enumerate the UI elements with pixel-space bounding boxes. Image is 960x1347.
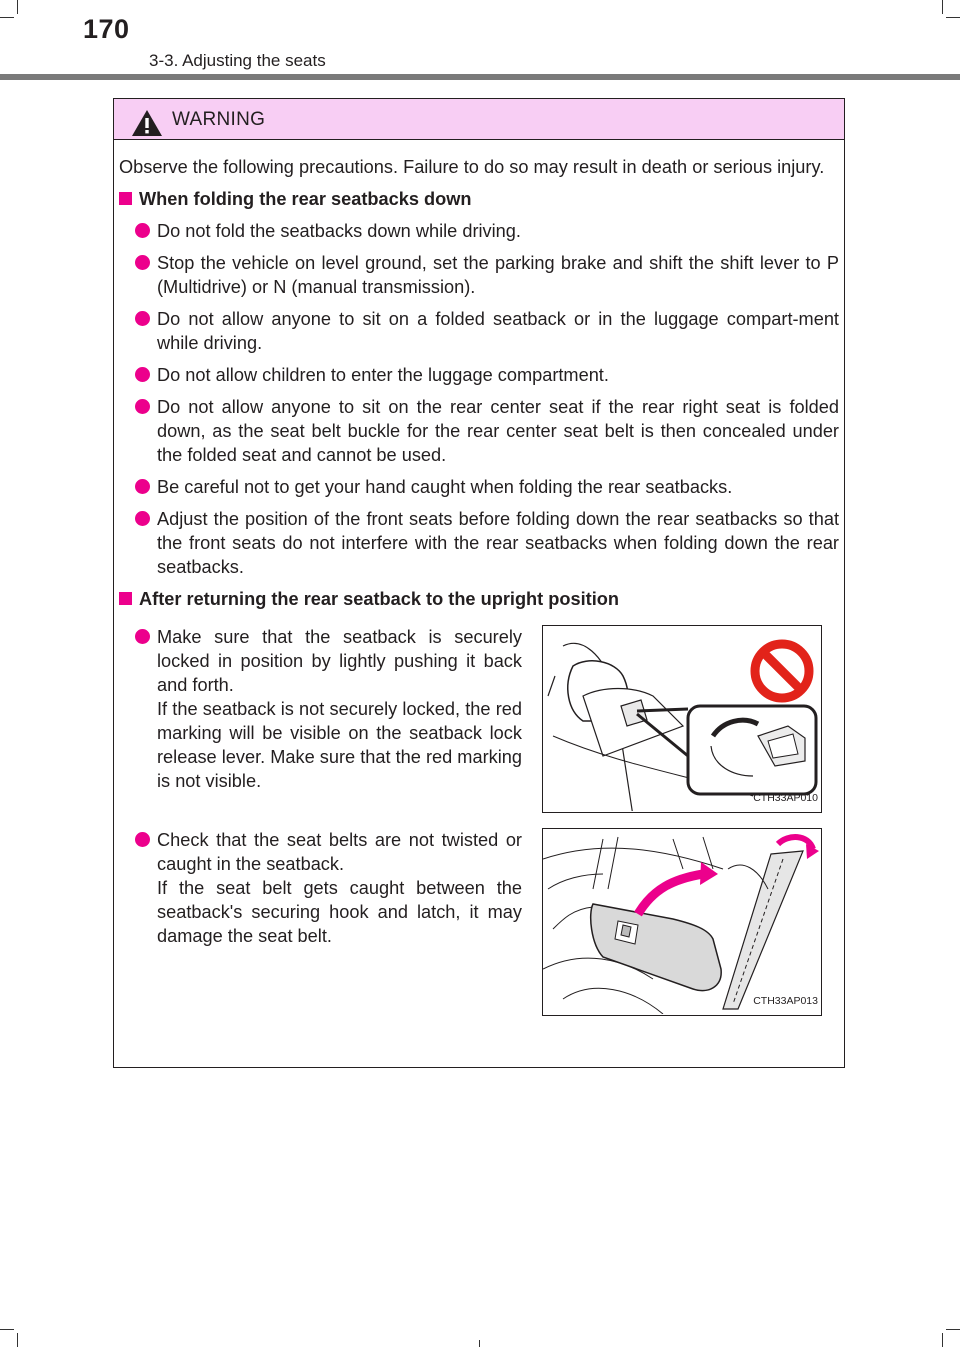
circle-bullet-icon [135, 629, 150, 644]
circle-bullet-icon [135, 832, 150, 847]
square-bullet-icon [119, 192, 132, 205]
list-item [119, 475, 839, 499]
circle-bullet-icon [135, 367, 150, 382]
circle-bullet-icon [135, 255, 150, 270]
crop-mark [17, 1333, 18, 1347]
list-item-text: Check that the seat belts are not twisted or caught in the seatback. If the seat belt gets caught between the seatback's securing hook and latch, it may damage the seat belt. [157, 830, 522, 946]
page-number: 170 [83, 14, 130, 44]
warning-header [114, 99, 844, 140]
section-heading [119, 187, 839, 211]
circle-bullet-icon [135, 479, 150, 494]
figure-code: CTH33AP013 [753, 995, 818, 1007]
seatback-lock-illustration [542, 625, 822, 813]
list-item [119, 363, 839, 387]
section-heading-text: After returning the rear seatback to the upright position [139, 589, 619, 609]
section-heading [119, 587, 839, 611]
circle-bullet-icon [135, 223, 150, 238]
list-item [119, 625, 522, 793]
square-bullet-icon [119, 592, 132, 605]
page-header [0, 0, 960, 84]
figure-row [119, 828, 839, 1018]
circle-bullet-icon [135, 511, 150, 526]
list-item [119, 251, 839, 299]
crop-mark [479, 1340, 480, 1347]
seatbelt-drawing [543, 829, 820, 1014]
section-title: 3-3. Adjusting the seats [149, 51, 326, 70]
list-item-text: Do not allow anyone to sit on the rear center seat if the rear right seat is folded down, as the seat belt buckle for the rear center seat belt is then concealed under the folded seat and cannot be used. [157, 397, 839, 465]
circle-bullet-icon [135, 399, 150, 414]
list-item-text: Do not allow anyone to sit on a folded seatback or in the luggage compart-ment while driving. [157, 309, 839, 353]
list-item-text: Do not fold the seatbacks down while driving. [157, 221, 521, 241]
list-item-text: Be careful not to get your hand caught when folding the rear seatbacks. [157, 477, 733, 497]
curved-arrow-icon [700, 862, 718, 885]
list-item-text: Stop the vehicle on level ground, set the parking brake and shift the shift lever to P (Multidrive) or N (manual transmission). [157, 253, 839, 297]
list-item-text: Make sure that the seatback is securely locked in position by lightly pushing it back and forth. If the seatback is not securely locked, the red marking will be visible on the seatback lock release lever. Make sure that the red marking is not visible. [157, 627, 522, 791]
warning-box [113, 98, 845, 1068]
list-item [119, 219, 839, 243]
list-item [119, 507, 839, 579]
list-item [119, 307, 839, 355]
crop-mark [946, 1329, 960, 1330]
warning-triangle-icon [131, 109, 163, 137]
warning-content [119, 155, 839, 1018]
warning-intro: Observe the following precautions. Failure to do so may result in death or serious injury. [119, 157, 825, 177]
crop-mark [942, 1333, 943, 1347]
list-item-text: Do not allow children to enter the luggage compartment. [157, 365, 609, 385]
list-item-text: Adjust the position of the front seats before folding down the rear seatbacks so that the front seats do not interfere with the rear seatbacks when folding down the rear seatbacks. [157, 509, 839, 577]
header-rule [0, 74, 960, 80]
figure-code: CTH33AP010 [753, 792, 818, 804]
circle-bullet-icon [135, 311, 150, 326]
section-heading-text: When folding the rear seatbacks down [139, 189, 472, 209]
list-item [119, 395, 839, 467]
warning-label: WARNING [172, 109, 266, 130]
list-item [119, 828, 522, 948]
seatback-lock-drawing [543, 626, 820, 811]
seatbelt-illustration [542, 828, 822, 1016]
figure-row [119, 625, 839, 828]
crop-mark [0, 1329, 14, 1330]
